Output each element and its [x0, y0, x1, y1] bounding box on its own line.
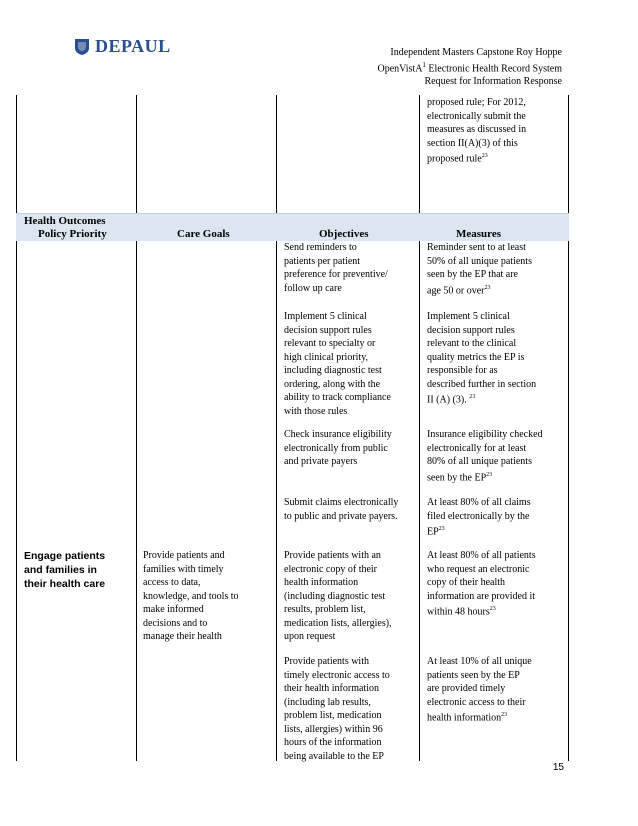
- care-goal-cell: Provide patients and families with timely access to data, knowledge, and tools to make informed decisions and to manage their health: [143, 550, 239, 642]
- column-header-rule: [16, 213, 569, 214]
- column-header-measures: Measures: [456, 228, 502, 240]
- table-divider-3: [419, 95, 420, 761]
- depaul-logo: [74, 36, 171, 57]
- objective-cell: Send reminders to patients per patient preference for preventive/ follow up care: [284, 242, 388, 294]
- objective-cell: Implement 5 clinical decision support rules relevant to specialty or high clinical priority, including diagnostic test ordering, along with the ability to track compliance with those rules: [284, 311, 391, 417]
- objective-cell: Submit claims electronically to public and private payers.: [284, 497, 399, 522]
- header-line-1: Independent Masters Capstone Roy Hoppe: [390, 47, 562, 58]
- header-line-3: Request for Information Response: [424, 76, 562, 88]
- column-header-objectives: Objectives: [319, 228, 369, 240]
- measure-cell: Implement 5 clinical decision support rules relevant to the clinical quality metrics the EP is responsible for as described further in section II (A) (3). $^{23}$: [427, 311, 537, 406]
- measure-cell: Insurance eligibility checked electronically for at least 80% of all unique patients seen by the EP$^{23}$: [427, 429, 543, 483]
- top-measure-cell: proposed rule; For 2012, electronically submit the measures as discussed in section II(A)(3) of this proposed rule$^{23}$: [427, 97, 527, 165]
- table-border-right: [568, 95, 569, 761]
- logo-text: DEPAUL: [95, 36, 171, 56]
- page-number: 15: [552, 762, 564, 773]
- table-divider-2: [276, 95, 277, 761]
- objective-cell: Check insurance eligibility electronically from public and private payers: [284, 429, 392, 467]
- priority-cell: Engage patients and families in their health care: [24, 550, 106, 590]
- objective-cell: Provide patients with timely electronic access to their health information (including lab results, problem list, medication lists, allergies) within 96 hours of the information being available to the EP: [284, 656, 390, 762]
- measure-cell: At least 10% of all unique patients seen by the EP are provided timely electronic access to their health information$^{23}$: [427, 656, 532, 724]
- document-header: [377, 46, 562, 88]
- column-header-care-goals: Care Goals: [177, 228, 230, 240]
- measure-cell: Reminder sent to at least 50% of all unique patients seen by the EP that are age 50 or over$^{23}$: [427, 242, 532, 296]
- measure-cell: At least 80% of all patients who request an electronic copy of their health information are provided it within 48 hours$^{23}$: [427, 550, 536, 618]
- shield-icon: [74, 38, 90, 56]
- objective-cell: Provide patients with an electronic copy of their health information (including diagnostic test results, problem list, medication lists, allergies), upon request: [284, 550, 392, 642]
- table-divider-1: [136, 95, 137, 761]
- measure-cell: At least 80% of all claims filed electronically by the EP$^{23}$: [427, 497, 531, 538]
- header-line-2: OpenVistA$^1$ Electronic Health Record System: [377, 61, 562, 75]
- column-header-priority: Health Outcomes Policy Priority: [24, 215, 107, 240]
- table-border-left: [16, 95, 17, 761]
